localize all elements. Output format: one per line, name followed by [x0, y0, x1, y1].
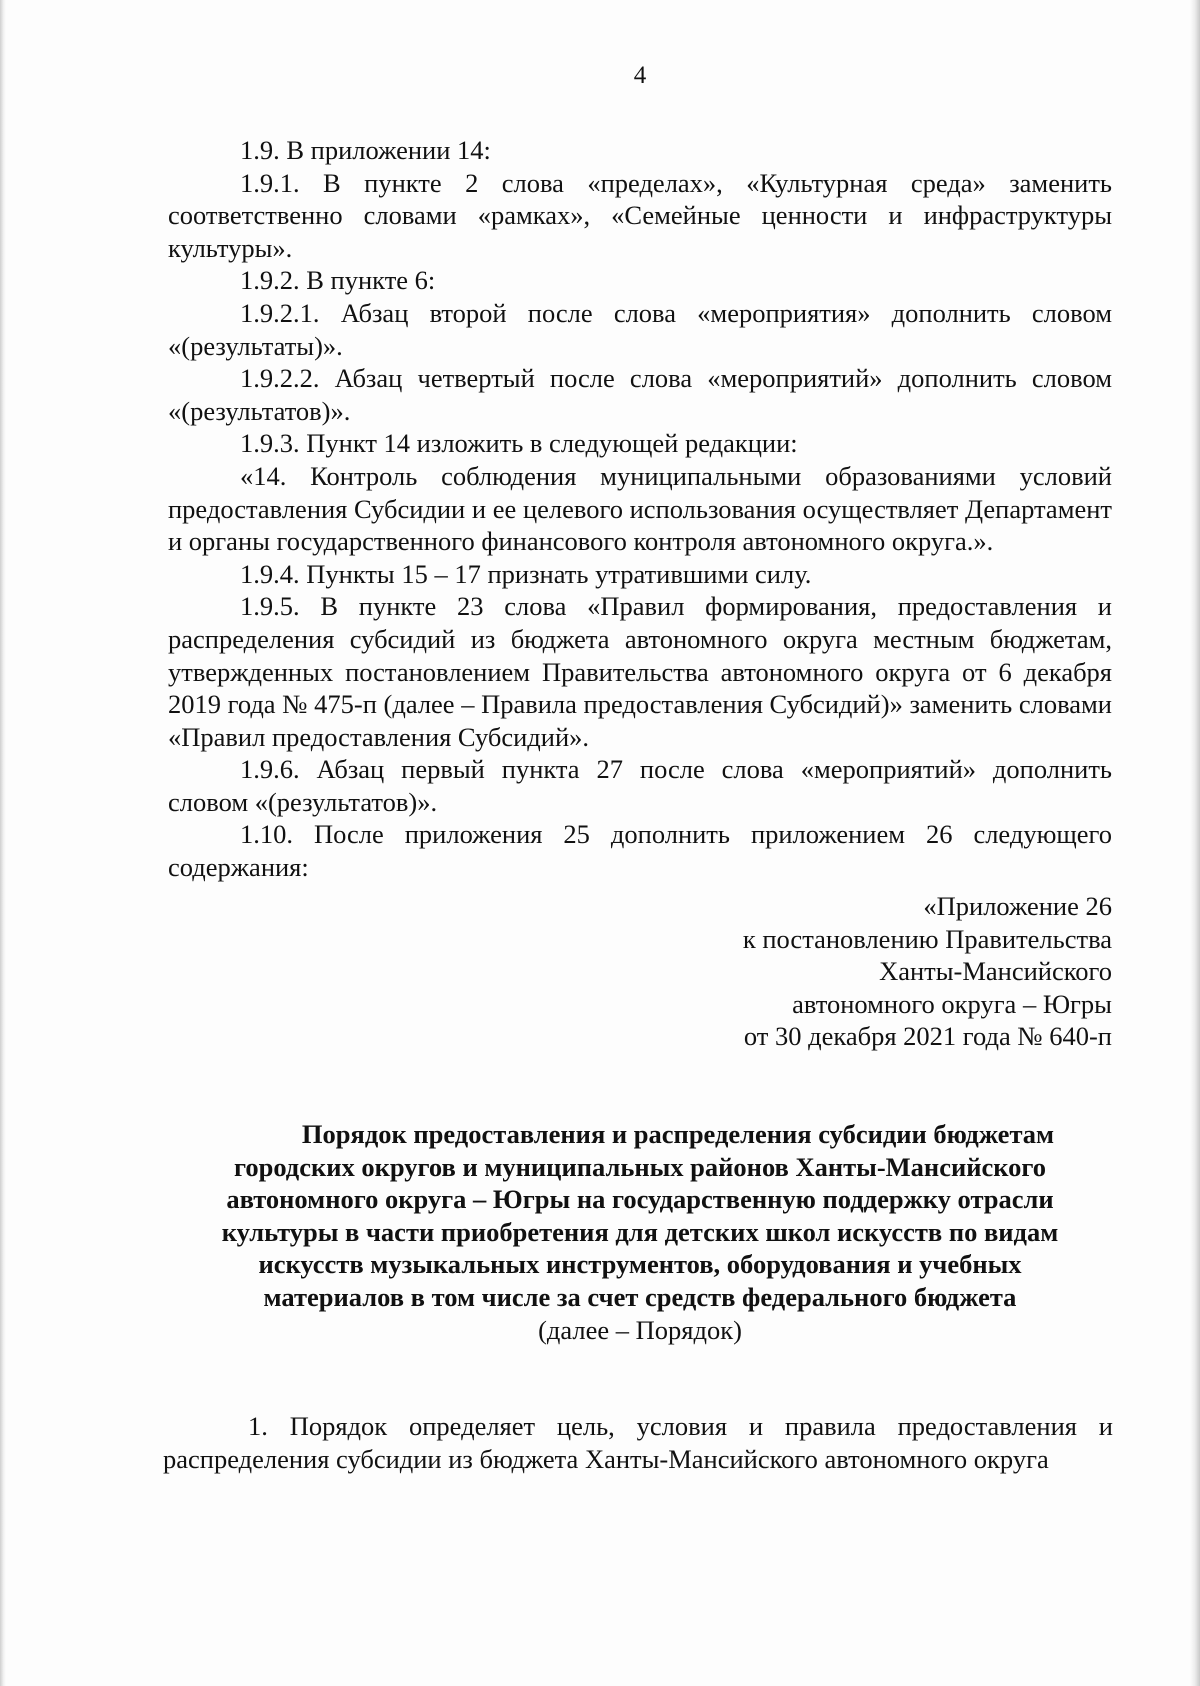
appendix-line-3: Ханты-Мансийского — [879, 956, 1112, 987]
paragraph-1-10: 1.10. После приложения 25 дополнить приложением 26 следующего содержания: — [168, 819, 1112, 883]
order-paragraph-1: 1. Порядок определяет цель, условия и правила предоставления и распределения субсидии из бюджета Ханты-Мансийского автономного округа — [163, 1411, 1113, 1474]
title-line-1: Порядок предоставления и распределения субсидии бюджетам — [301, 1119, 1055, 1149]
title-line-5: искусств музыкальных инструментов, оборудования и учебных — [258, 1249, 1022, 1280]
appendix-line-4: автономного округа – Югры — [792, 988, 1112, 1019]
document-title — [160, 1118, 1120, 1346]
appendix-line-1: «Приложение 26 — [923, 891, 1112, 921]
paragraph-1-9-3: 1.9.3. Пункт 14 изложить в следующей редакции: — [240, 428, 798, 459]
paragraph-1-9-1: 1.9.1. В пункте 2 слова «пределах», «Культурная среда» заменить соответственно словами «рамках», «Семейные ценности и инфраструктуры культуры». — [168, 167, 1112, 263]
paragraph-1-9-5: 1.9.5. В пункте 23 слова «Правил формирования, предоставления и распределения субсидий из бюджета автономного округа местным бюджетам, утвержденных постановлением Правительства автономного округа от 6 декабря 2019 года № 475-п (далее – Правила предоставления Субсидий)» заменить словами «Правил предоставления Субсидий». — [168, 591, 1112, 752]
appendix-line-5: от 30 декабря 2021 года № 640-п — [743, 1021, 1112, 1052]
appendix-line-2: к постановлению Правительства — [742, 923, 1112, 954]
paragraph-14-quote: «14. Контроль соблюдения муниципальными образованиями условий предоставления Субсидии и ее целевого использования осуществляет Департамент и органы государственного финансового контроля автономного округа.». — [168, 460, 1112, 557]
paragraph-1-9: 1.9. В приложении 14: — [240, 135, 491, 165]
scan-edge-left — [0, 0, 6, 1686]
appendix-header — [600, 890, 1112, 1053]
page-number: 4 — [633, 62, 647, 89]
title-line-2: городских округов и муниципальных районов Ханты-Мансийского — [233, 1151, 1047, 1182]
paragraph-1-9-2-2: 1.9.2.2. Абзац четвертый после слова «мероприятий» дополнить словом «(результатов)». — [168, 363, 1112, 426]
amendments-text — [168, 134, 1112, 884]
title-line-6: материалов в том числе за счет средств федерального бюджета — [263, 1281, 1017, 1312]
title-line-3: автономного округа – Югры на государственную поддержку отрасли — [226, 1184, 1054, 1215]
paragraph-1-9-2-1: 1.9.2.1. Абзац второй после слова «мероприятия» дополнить словом «(результаты)». — [168, 297, 1112, 361]
paragraph-1-9-4: 1.9.4. Пункты 15 – 17 признать утратившими силу. — [240, 558, 812, 589]
title-line-4: культуры в части приобретения для детских школ искусств по видам — [221, 1216, 1059, 1247]
paragraph-1-9-2: 1.9.2. В пункте 6: — [240, 265, 436, 296]
title-subtitle: (далее – Порядок) — [538, 1314, 742, 1345]
paragraph-1-9-6: 1.9.6. Абзац первый пункта 27 после слова «мероприятий» дополнить словом «(результатов)». — [168, 754, 1112, 817]
scan-edge-right — [1190, 0, 1200, 1686]
